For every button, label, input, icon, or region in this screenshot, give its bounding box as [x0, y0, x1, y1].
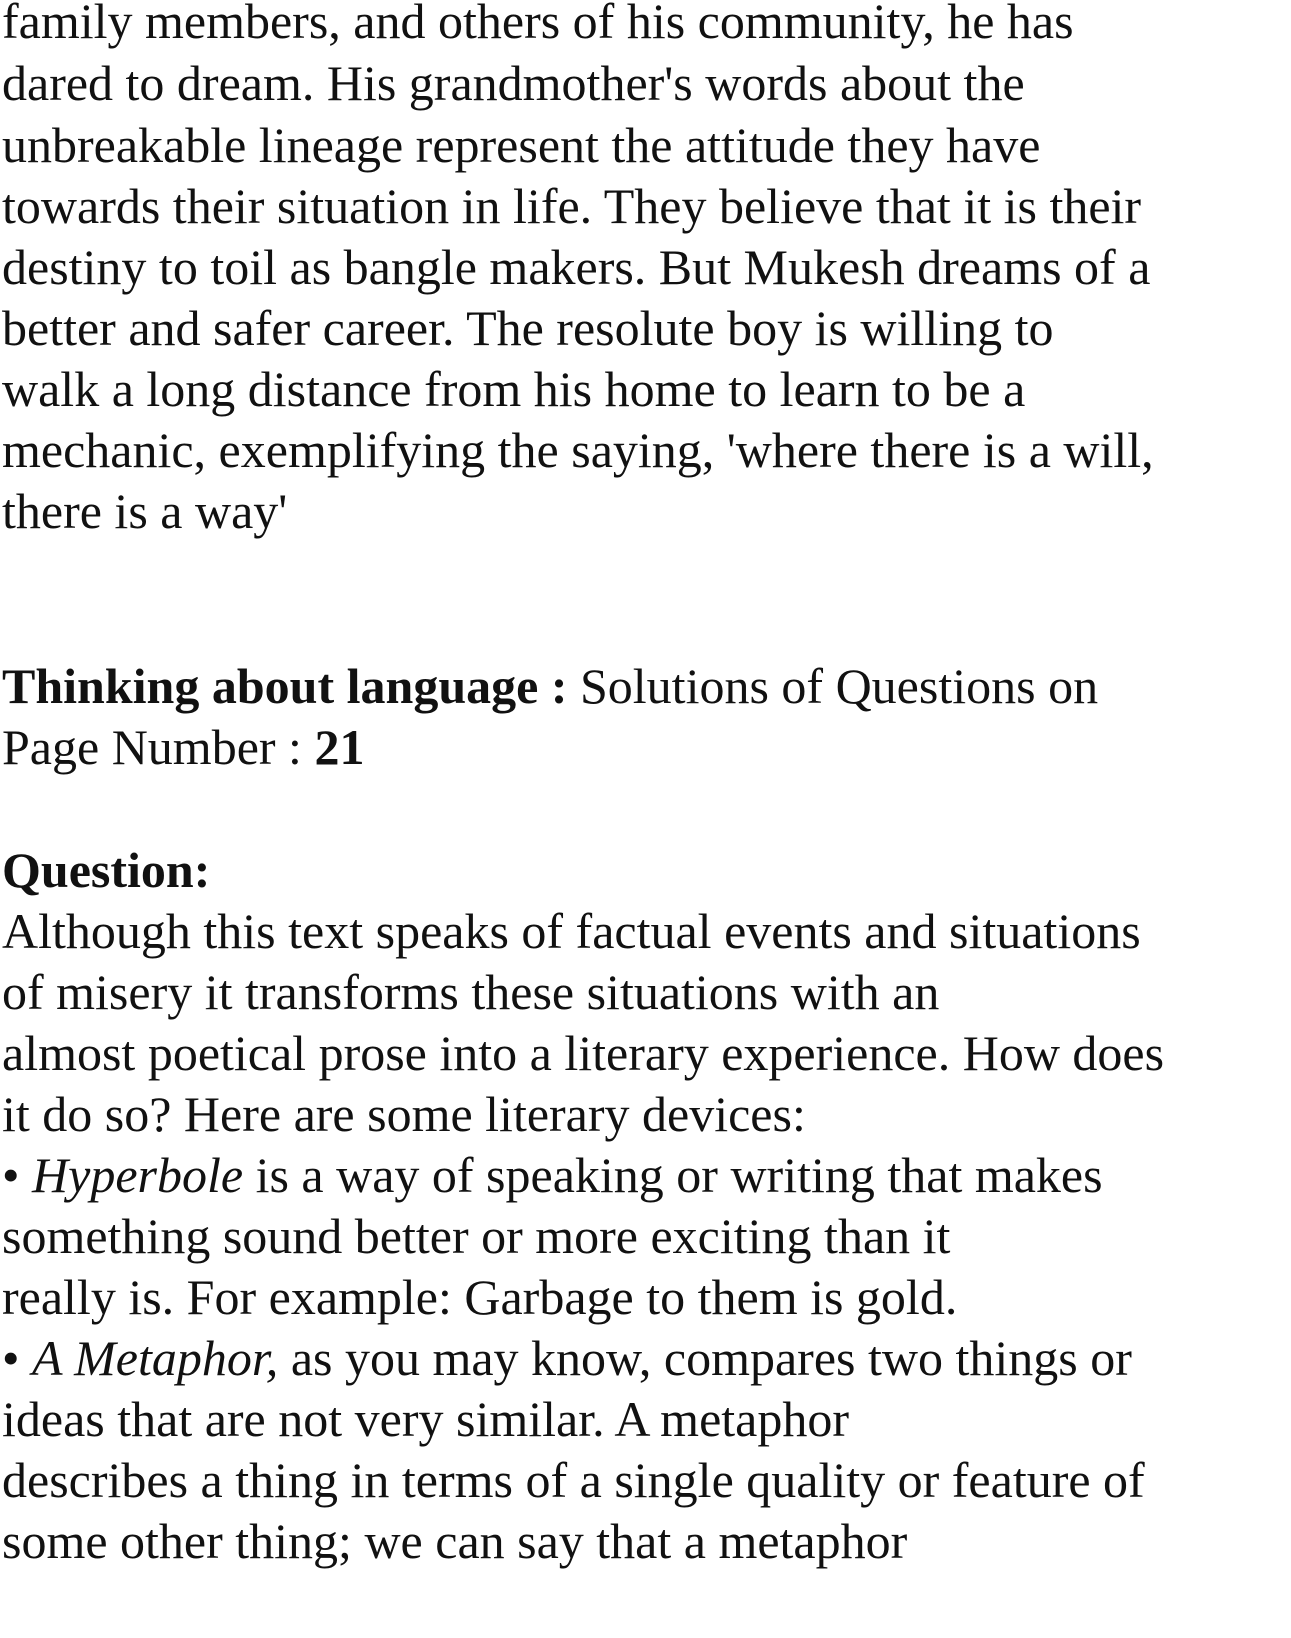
question-label: Question:: [2, 842, 211, 898]
paragraph-line: mechanic, exemplifying the saying, 'where there is a will,: [2, 422, 1154, 478]
bullet-icon: •: [2, 1330, 33, 1386]
bullet-text: is a way of speaking or writing that makes: [243, 1147, 1103, 1203]
bullet-text-line: describes a thing in terms of a single quality or feature of: [2, 1452, 1145, 1508]
question-line: it do so? Here are some literary devices:: [2, 1086, 806, 1142]
section-subtitle: Solutions of Questions on: [567, 658, 1099, 714]
page-number: 21: [314, 719, 365, 775]
bullet-hyperbole: [2, 1144, 1103, 1206]
bullet-icon: •: [2, 1147, 33, 1203]
paragraph-line: destiny to toil as bangle makers. But Mukesh dreams of a: [2, 239, 1151, 295]
term-metaphor: A Metaphor,: [32, 1330, 279, 1386]
question-line: of misery it transforms these situations with an: [2, 964, 940, 1020]
bullet-text-line: ideas that are not very similar. A metaphor: [2, 1391, 849, 1447]
page-number-line: [2, 716, 364, 778]
section-heading-label: Thinking about language :: [2, 658, 568, 714]
question-line: Although this text speaks of factual events and situations: [2, 903, 1141, 959]
term-hyperbole: Hyperbole: [32, 1147, 244, 1203]
paragraph-line: unbreakable lineage represent the attitude they have: [2, 117, 1041, 173]
question-line: almost poetical prose into a literary experience. How does: [2, 1025, 1165, 1081]
bullet-text-line: some other thing; we can say that a metaphor: [2, 1513, 908, 1569]
paragraph-line: better and safer career. The resolute boy is willing to: [2, 300, 1054, 356]
bullet-metaphor: [2, 1327, 1132, 1389]
bullet-text: as you may know, compares two things or: [278, 1330, 1132, 1386]
paragraph-line: dared to dream. His grandmother's words about the: [2, 55, 1025, 111]
section-heading: [2, 655, 1098, 717]
paragraph-line: family members, and others of his community, he has: [2, 0, 1074, 49]
bullet-text-line: something sound better or more exciting than it: [2, 1208, 951, 1264]
page-number-label: Page Number :: [2, 719, 315, 775]
bullet-text-line: really is. For example: Garbage to them is gold.: [2, 1269, 958, 1325]
paragraph-line: walk a long distance from his home to learn to be a: [2, 361, 1026, 417]
paragraph-line: towards their situation in life. They believe that it is their: [2, 178, 1142, 234]
paragraph-line: there is a way': [2, 483, 288, 539]
